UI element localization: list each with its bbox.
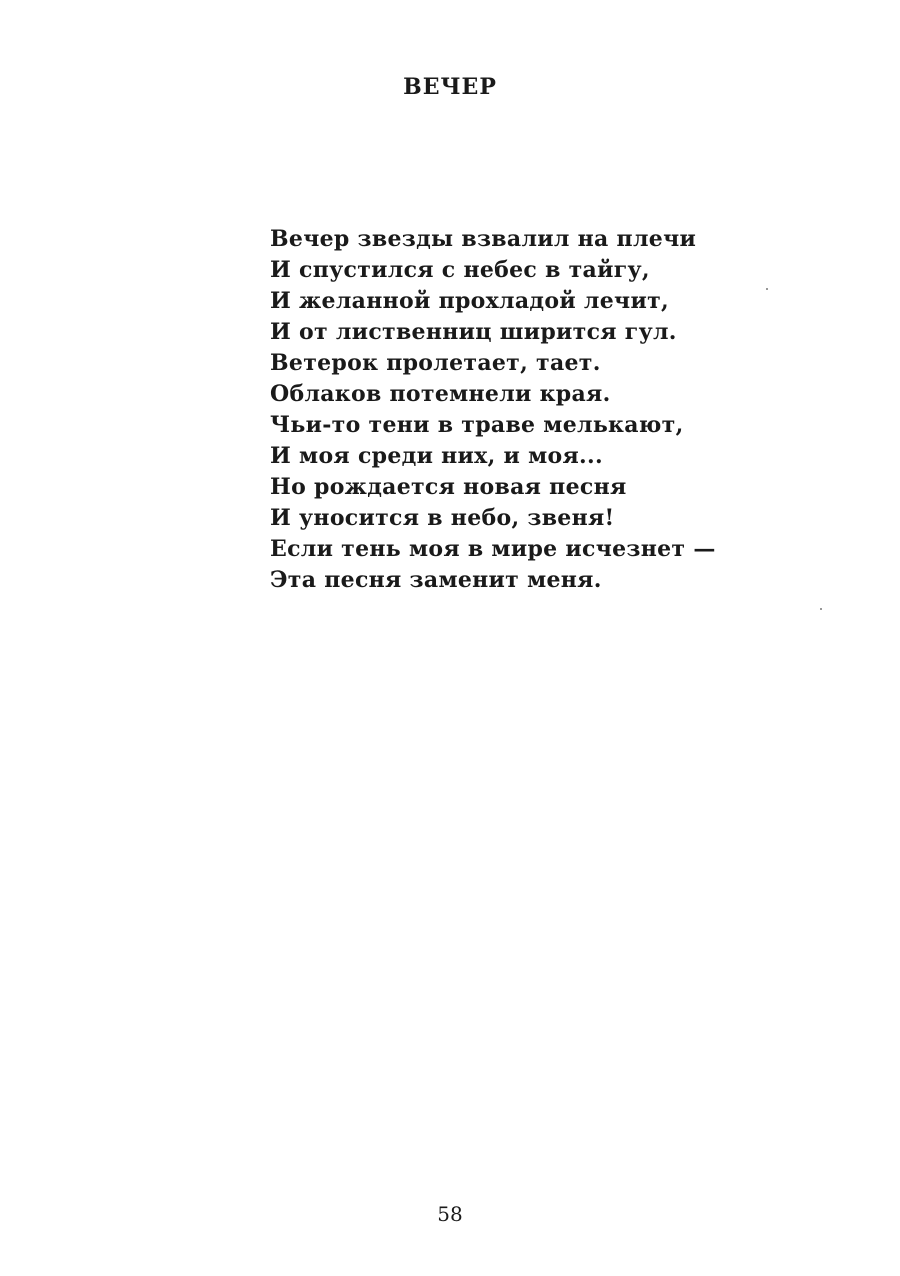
poem-line: И спустился с небес в тайгу,	[270, 257, 650, 283]
poem-line: Чьи-то тени в траве мелькают,	[270, 412, 684, 438]
poem-line: И от лиственниц ширится гул.	[270, 319, 677, 345]
poem-line: И уносится в небо, звеня!	[270, 505, 615, 531]
poem-line: И желанной прохладой лечит,	[270, 288, 669, 314]
poem-line: Вечер звезды взвалил на плечи	[270, 226, 697, 252]
poem-line: Если тень моя в мире исчезнет —	[270, 536, 716, 562]
poem-title: ВЕЧЕР	[403, 74, 497, 100]
poem-line: Эта песня заменит меня.	[270, 567, 602, 593]
scan-speck	[820, 608, 822, 610]
scan-speck	[766, 288, 768, 290]
page-number: 58	[437, 1202, 463, 1226]
poem-line: И моя среди них, и моя...	[270, 443, 603, 469]
poem-line: Ветерок пролетает, тает.	[270, 350, 601, 376]
poem-line: Но рождается новая песня	[270, 474, 627, 500]
poem-line: Облаков потемнели края.	[270, 381, 611, 407]
poem-body	[270, 224, 716, 596]
